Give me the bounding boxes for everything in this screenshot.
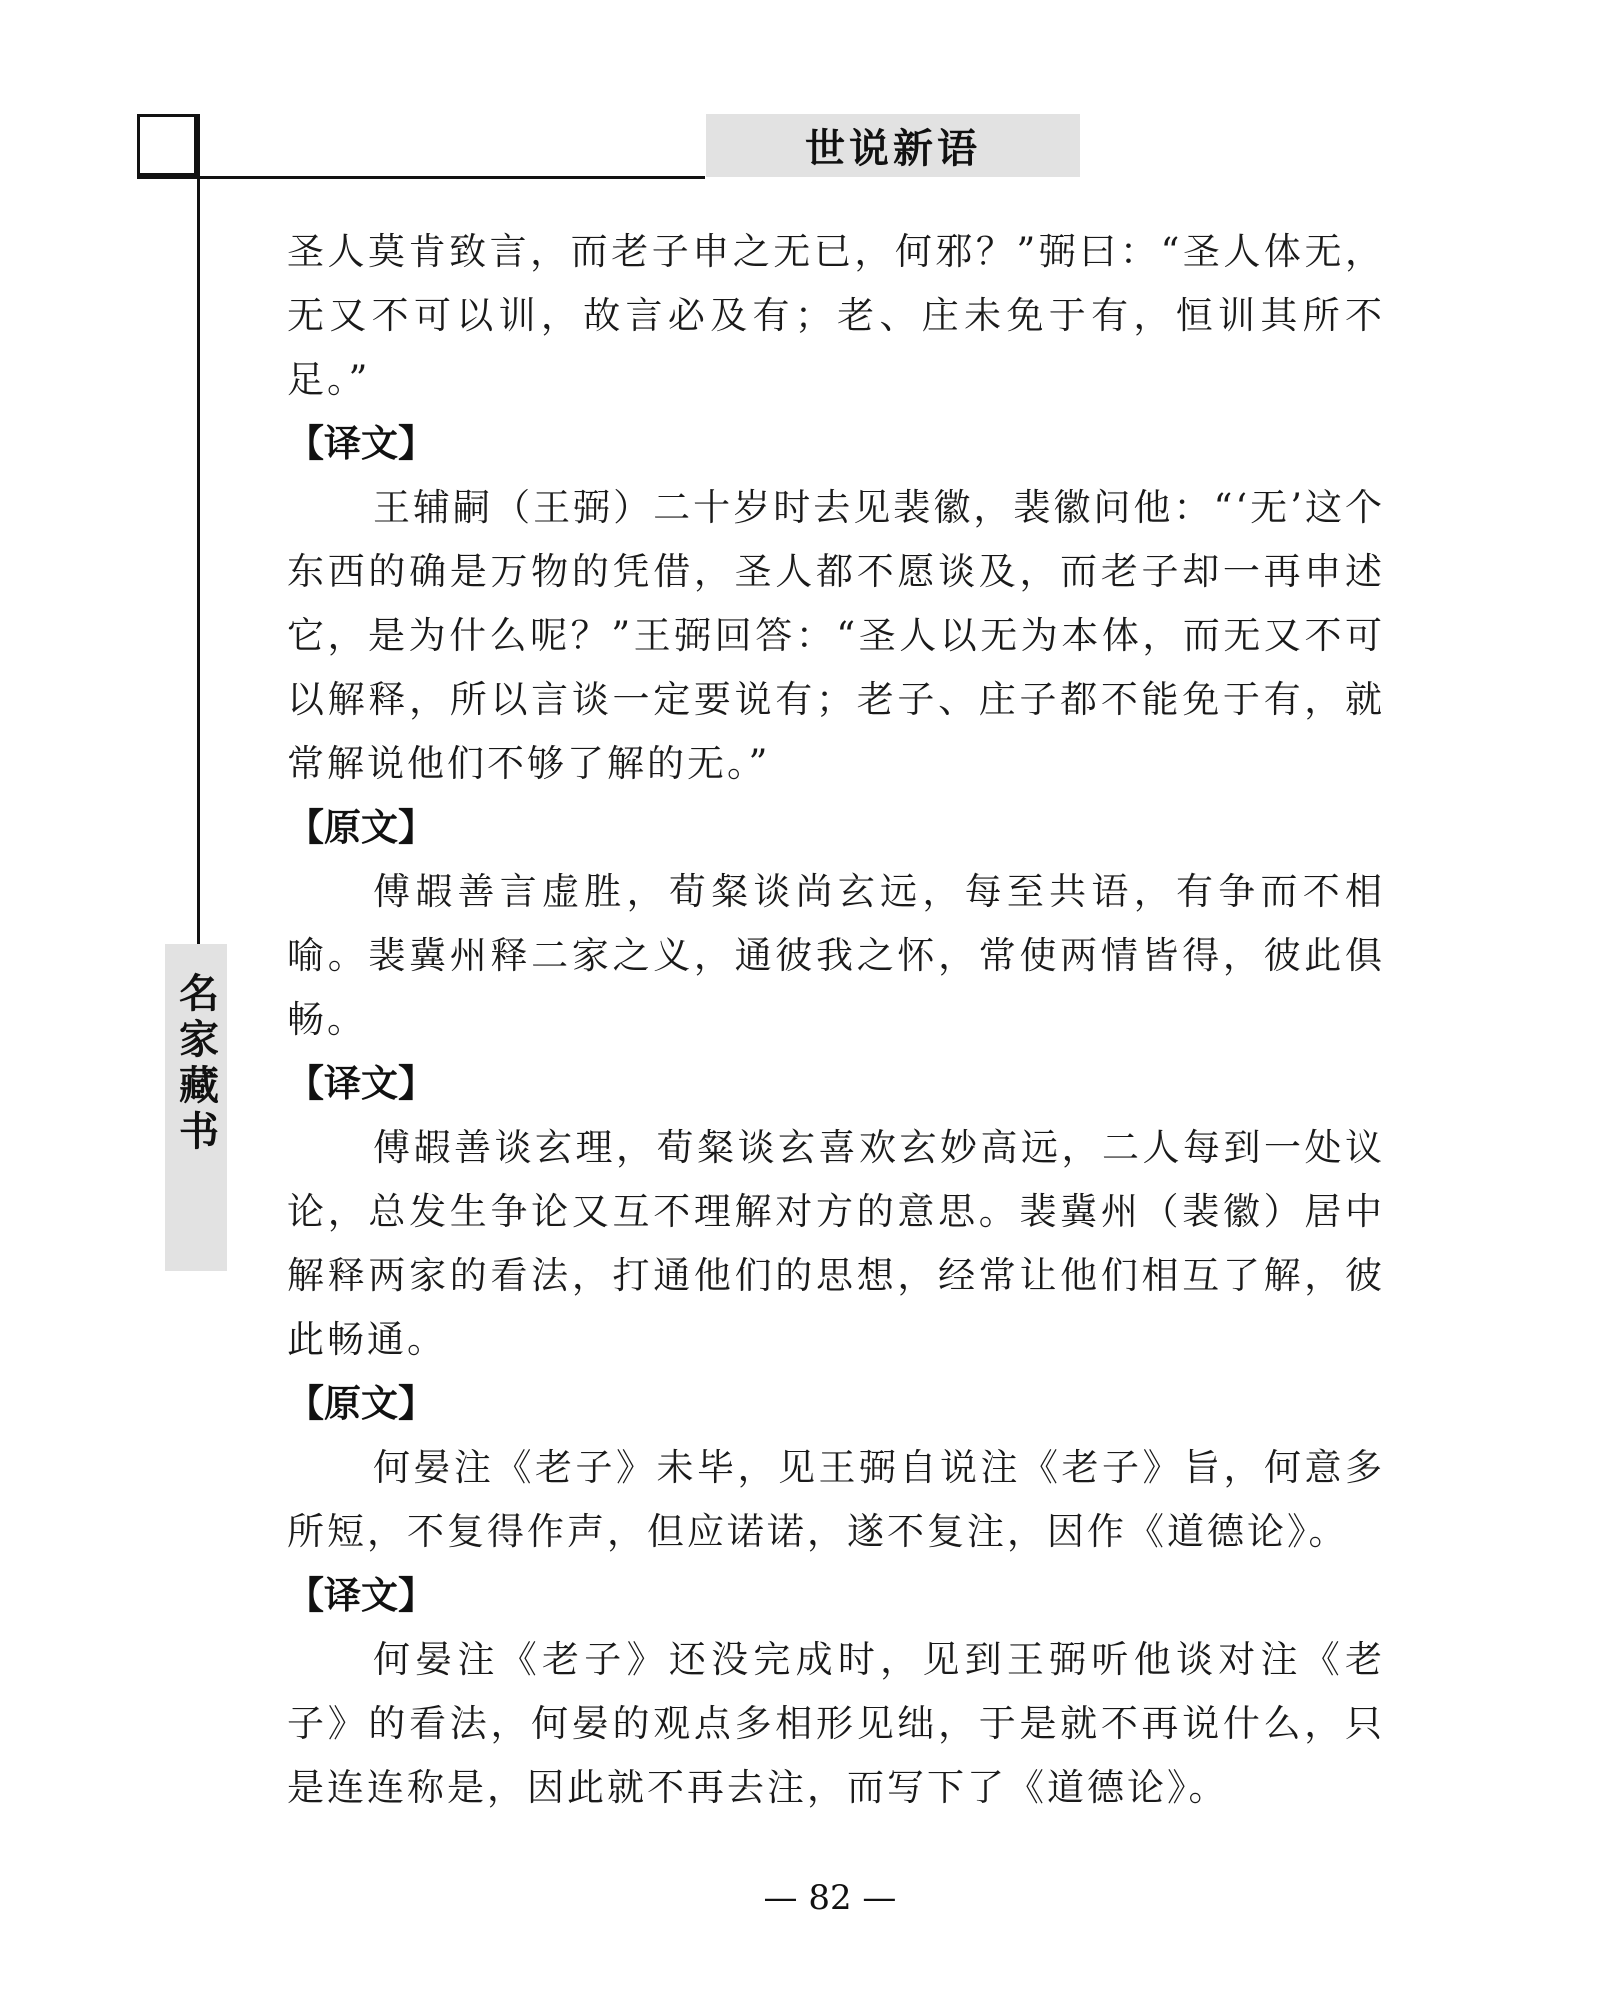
margin-rule xyxy=(197,114,200,944)
paragraph: 王辅嗣（王弼）二十岁时去见裴徽，裴徽问他：“‘无’这个东西的确是万物的凭借，圣人都不愿谈及，而老子却一再申述它，是为什么呢？”王弼回答：“圣人以无为本体，而无又不可以解释，所以言谈一定要说有；老子、庄子都不能免于有，就常解说他们不够了解的无。” xyxy=(287,486,1385,785)
paragraph: 何晏注《老子》还没完成时，见到王弼听他谈对注《老子》的看法，何晏的观点多相形见绌，于是就不再说什么，只是连连称是，因此就不再去注，而写下了《道德论》。 xyxy=(287,1638,1385,1809)
section-heading-original: 【原文】 xyxy=(287,806,435,849)
section-heading-translation: 【译文】 xyxy=(287,1062,435,1105)
corner-frame-box xyxy=(137,114,197,176)
paragraph: 圣人莫肯致言，而老子申之无已，何邪？”弼曰：“圣人体无，无又不可以训，故言必及有；老、庄未免于有，恒训其所不足。” xyxy=(287,230,1385,401)
side-tab xyxy=(165,944,227,1271)
section-heading-translation: 【译文】 xyxy=(287,422,435,465)
paragraph: 傅嘏善谈玄理，荀粲谈玄喜欢玄妙高远，二人每到一处议论，总发生争论又互不理解对方的意思。裴冀州（裴徽）居中解释两家的看法，打通他们的思想，经常让他们相互了解，彼此畅通。 xyxy=(287,1126,1385,1361)
book-title: 世说新语 xyxy=(805,125,981,172)
section-heading-translation: 【译文】 xyxy=(287,1574,435,1617)
series-label: 名家藏书 xyxy=(172,972,220,1156)
page-content xyxy=(287,220,1385,1820)
paragraph: 傅嘏善言虚胜，荀粲谈尚玄远，每至共语，有争而不相喻。裴冀州释二家之义，通彼我之怀，常使两情皆得，彼此俱畅。 xyxy=(287,870,1385,1041)
paragraph: 何晏注《老子》未毕，见王弼自说注《老子》旨，何意多所短，不复得作声，但应诺诺，遂不复注，因作《道德论》。 xyxy=(287,1446,1385,1553)
page-number: — 82 — xyxy=(763,1878,897,1918)
header-rule xyxy=(137,176,705,179)
running-header xyxy=(706,114,1080,177)
section-heading-original: 【原文】 xyxy=(287,1382,435,1425)
